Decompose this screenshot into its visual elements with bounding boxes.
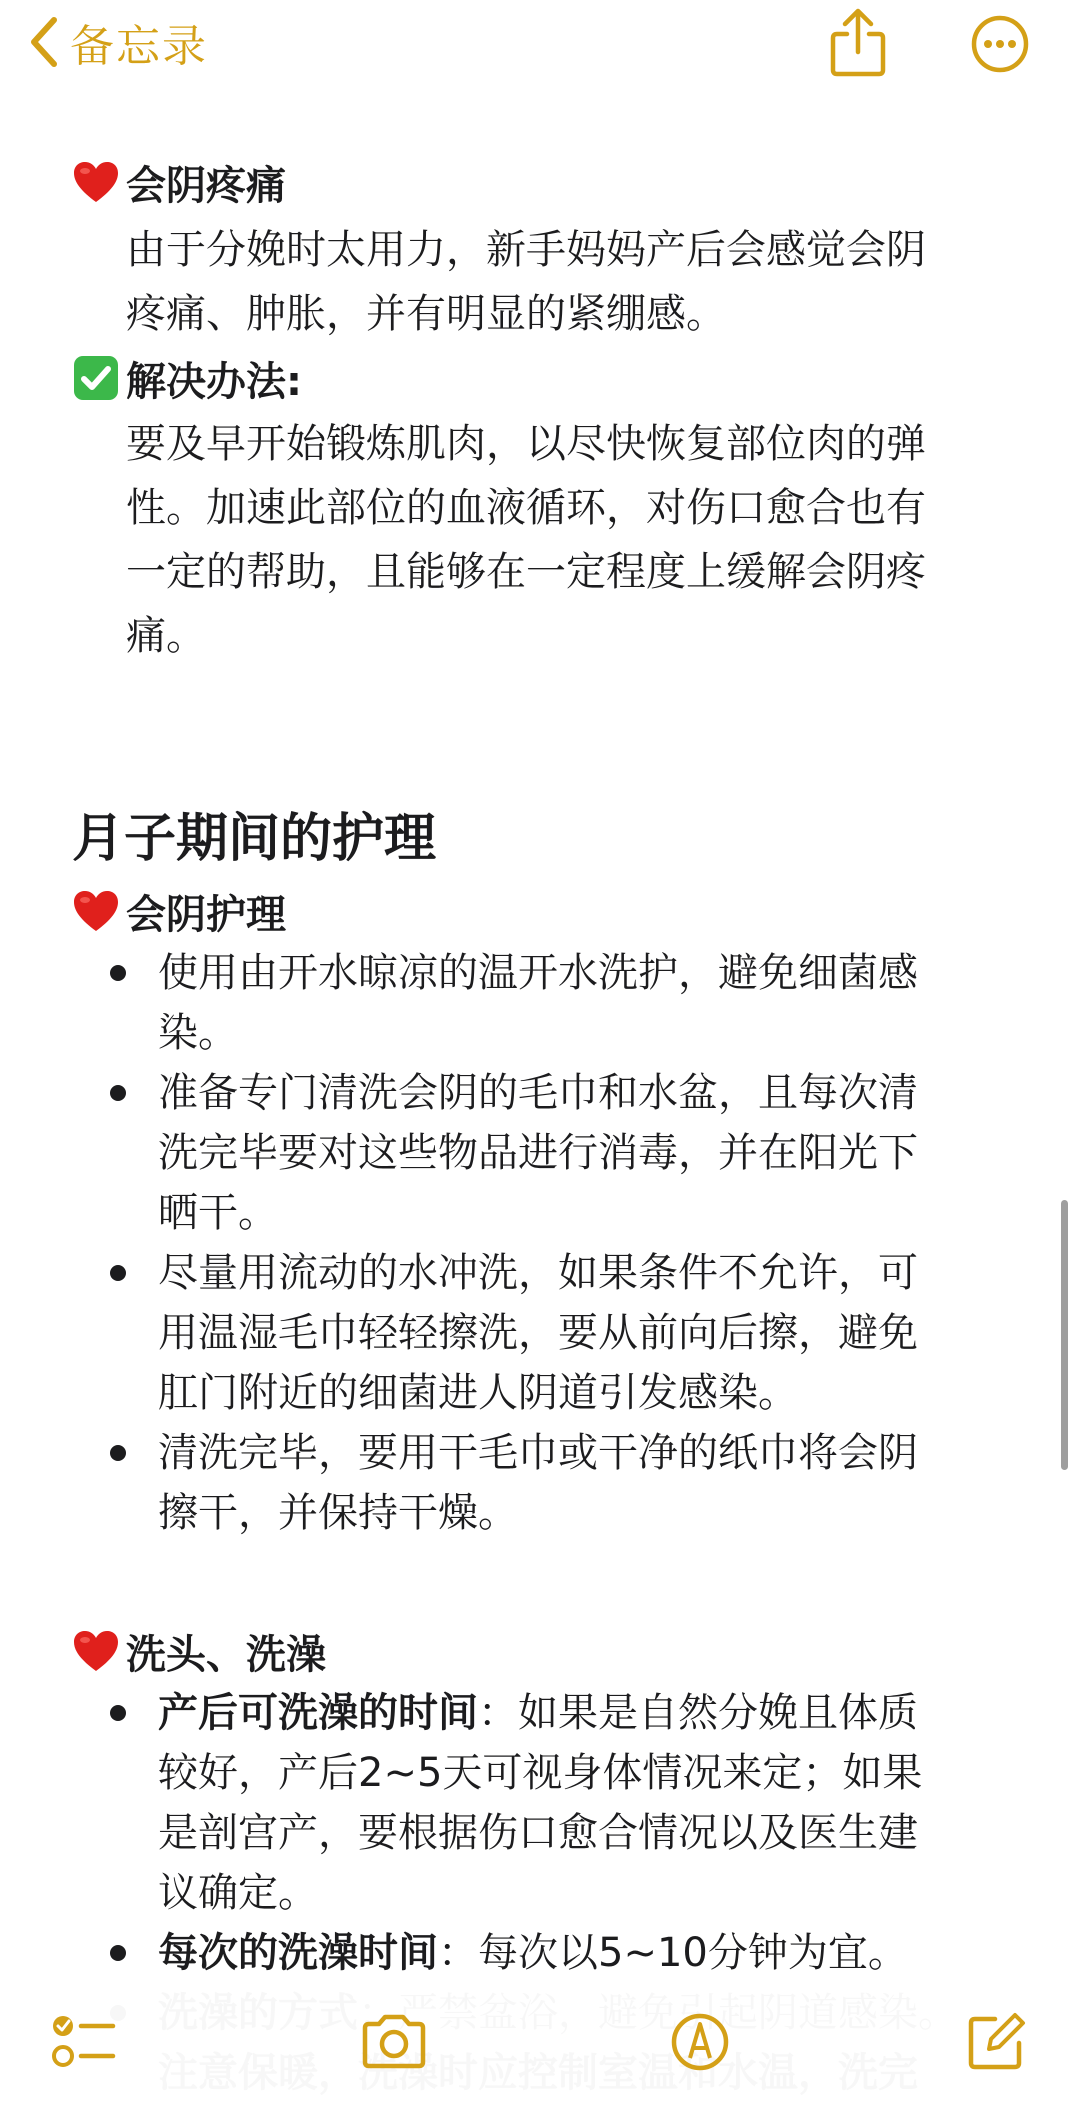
text-line: 晒干。 bbox=[158, 1190, 278, 1236]
more-icon bbox=[970, 59, 1030, 78]
checkmark-icon bbox=[72, 354, 120, 402]
section-heading-perineal-pain bbox=[72, 154, 286, 210]
paragraph-solution bbox=[126, 412, 1006, 668]
section-title: 洗头、洗澡 bbox=[126, 1631, 326, 1678]
back-button[interactable] bbox=[28, 12, 208, 72]
text-line: 议确定。 bbox=[158, 1870, 318, 1916]
inline-text: ：每次以5~10分钟为宜。 bbox=[438, 1930, 908, 1976]
paragraph-description bbox=[126, 218, 1006, 346]
section-heading-solution bbox=[72, 350, 302, 406]
text-line: 肛门附近的细菌进人阴道引发感染。 bbox=[158, 1370, 798, 1416]
heading-postpartum-care: 月子期间的护理 bbox=[72, 809, 437, 869]
text-line: 使用由开水晾凉的温开水洗护，避免细菌感 bbox=[158, 950, 918, 996]
bullet-dot bbox=[110, 1445, 126, 1461]
checklist-button[interactable] bbox=[48, 2008, 120, 2080]
bold-label: 产后可洗澡的时间 bbox=[158, 1690, 478, 1736]
navigation-bar bbox=[0, 0, 1080, 90]
heart-icon bbox=[72, 887, 120, 935]
camera-icon bbox=[359, 2014, 429, 2074]
text-line bbox=[158, 1923, 908, 1983]
text-line bbox=[158, 1683, 922, 1743]
markup-button[interactable] bbox=[664, 2008, 736, 2080]
compose-icon bbox=[965, 2011, 1027, 2077]
pen-tip-icon bbox=[670, 2012, 730, 2076]
text-line: 疼痛、肿胀，并有明显的紧绷感。 bbox=[126, 291, 726, 337]
text-line: 清洗完毕，要用干毛巾或干净的纸巾将会阴 bbox=[158, 1430, 918, 1476]
text-line: 染。 bbox=[158, 1010, 238, 1056]
heart-icon bbox=[72, 1627, 120, 1675]
back-label: 备忘录 bbox=[70, 21, 208, 72]
text-line: 用温湿毛巾轻轻擦洗，要从前向后擦，避免 bbox=[158, 1310, 918, 1356]
text-line: 由于分娩时太用力，新手妈妈产后会感觉会阴 bbox=[126, 227, 926, 273]
camera-button[interactable] bbox=[358, 2008, 430, 2080]
bullet-dot bbox=[110, 1265, 126, 1281]
section-title: 会阴护理 bbox=[126, 891, 286, 938]
share-button[interactable] bbox=[825, 8, 891, 78]
bold-label: 每次的洗澡时间 bbox=[158, 1930, 438, 1976]
bullet-dot bbox=[110, 1085, 126, 1101]
inline-text: ：如果是自然分娩且体质 bbox=[478, 1690, 918, 1736]
section-heading-bathing bbox=[72, 1623, 326, 1679]
text-line: 要及早开始锻炼肌肉，以尽快恢复部位肉的弹 bbox=[126, 421, 926, 467]
bullet-dot bbox=[110, 1945, 126, 1961]
bullet-dot bbox=[110, 1705, 126, 1721]
section-title: 会阴疼痛 bbox=[126, 162, 286, 209]
bottom-toolbar bbox=[0, 1990, 1080, 2107]
text-line: 洗完毕要对这些物品进行消毒，并在阳光下 bbox=[158, 1130, 918, 1176]
text-line: 较好，产后2~5天可视身体情况来定；如果 bbox=[158, 1750, 923, 1796]
section-heading-perineal-care bbox=[72, 883, 286, 939]
heart-icon bbox=[72, 158, 120, 206]
scrollbar[interactable] bbox=[1061, 1200, 1068, 1470]
text-line: 痛。 bbox=[126, 613, 206, 659]
share-icon bbox=[825, 63, 891, 82]
text-line: 性。加速此部位的血液循环，对伤口愈合也有 bbox=[126, 485, 926, 531]
text-line: 一定的帮助，且能够在一定程度上缓解会阴疼 bbox=[126, 549, 926, 595]
text-line: 擦干，并保持干燥。 bbox=[158, 1490, 518, 1536]
chevron-left-icon bbox=[28, 16, 58, 68]
section-title: 解决办法: bbox=[126, 358, 302, 405]
more-button[interactable] bbox=[970, 14, 1030, 74]
text-line: 是剖宫产，要根据伤口愈合情况以及医生建 bbox=[158, 1810, 918, 1856]
text-line: 准备专门清洗会阴的毛巾和水盆，且每次清 bbox=[158, 1070, 918, 1116]
text-line: 尽量用流动的水冲洗，如果条件不允许，可 bbox=[158, 1250, 918, 1296]
bullet-dot bbox=[110, 965, 126, 981]
checklist-icon bbox=[51, 2012, 117, 2076]
compose-button[interactable] bbox=[960, 2008, 1032, 2080]
